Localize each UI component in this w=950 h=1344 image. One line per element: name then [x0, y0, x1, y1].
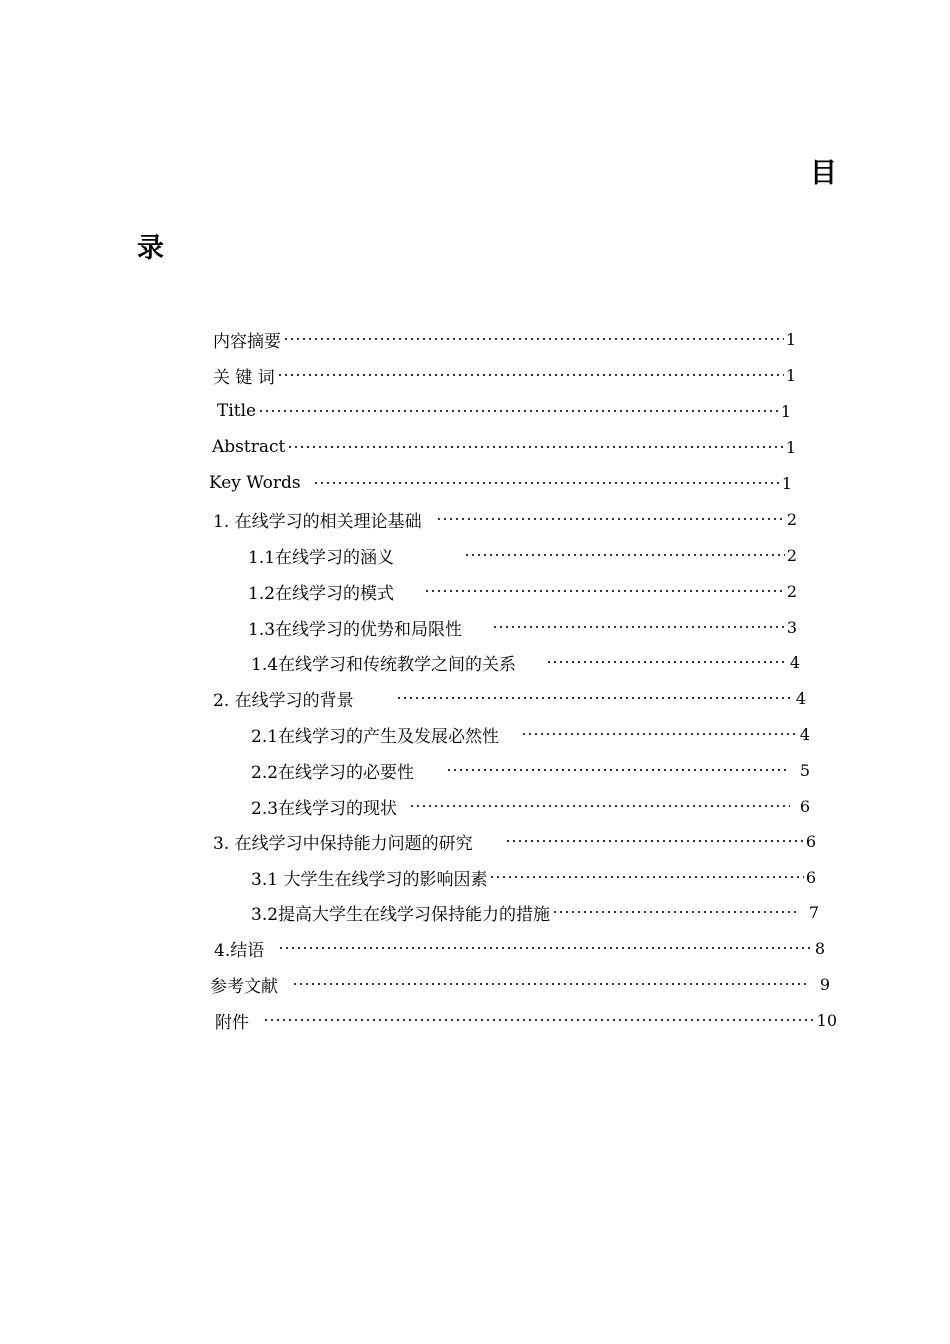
toc-entry-keywords[interactable] [213, 363, 796, 387]
toc-entry-label: 1.2在线学习的模式 [248, 583, 395, 604]
toc-entry-chapter-2[interactable] [213, 686, 806, 710]
toc-entry-page: 2 [786, 581, 797, 601]
toc-entry-conclusion[interactable] [214, 936, 825, 960]
toc-entry-label: 附件 [215, 1012, 249, 1033]
toc-entry-appendix[interactable] [215, 1008, 837, 1032]
toc-leader-dots [492, 626, 785, 628]
toc-entry-section-2-3[interactable] [251, 794, 810, 818]
toc-entry-page: 9 [819, 974, 830, 994]
toc-entry-label: 3. 在线学习中保持能力问题的研究 [213, 833, 473, 854]
toc-leader-dots [313, 482, 780, 484]
toc-entry-page: 1 [780, 401, 791, 421]
toc-entry-page: 5 [799, 760, 810, 780]
toc-entry-label: 2. 在线学习的背景 [213, 690, 354, 711]
toc-heading-part-2: 录 [137, 233, 164, 264]
toc-leader-dots [446, 769, 790, 771]
toc-entry-page: 4 [795, 688, 806, 708]
toc-leader-dots [546, 661, 788, 663]
toc-leader-dots [258, 410, 779, 412]
toc-entry-label: 2.3在线学习的现状 [251, 798, 398, 819]
toc-entry-page: 1 [785, 365, 796, 385]
toc-entry-page: 6 [799, 796, 810, 816]
toc-entry-page: 4 [799, 724, 810, 744]
toc-entry-page: 4 [789, 652, 800, 672]
toc-entry-page: 10 [816, 1010, 837, 1030]
toc-entry-section-2-1[interactable] [251, 722, 810, 746]
toc-entry-summary[interactable] [213, 327, 796, 351]
toc-leader-dots [396, 697, 794, 699]
toc-leader-dots [278, 947, 813, 949]
toc-entry-label: 2.1在线学习的产生及发展必然性 [251, 726, 500, 747]
toc-heading-part-1: 目 [810, 158, 837, 189]
toc-entry-references[interactable] [210, 972, 830, 996]
toc-leader-dots [292, 983, 808, 985]
toc-entry-page: 7 [808, 902, 819, 922]
toc-leader-dots [409, 805, 790, 807]
toc-leader-dots [263, 1019, 815, 1021]
toc-entry-chapter-3[interactable] [213, 829, 816, 853]
toc-entry-label: 2.2在线学习的必要性 [251, 762, 415, 783]
toc-entry-page: 1 [785, 329, 796, 349]
toc-entry-label: 关 键 词 [213, 367, 275, 388]
toc-entry-page: 6 [805, 867, 816, 887]
toc-entry-page: 2 [786, 545, 797, 565]
toc-leader-dots [287, 446, 783, 448]
toc-entry-chapter-1[interactable] [213, 507, 797, 531]
toc-entry-key-words[interactable] [209, 471, 792, 495]
toc-leader-dots [464, 554, 785, 556]
toc-entry-label: 1. 在线学习的相关理论基础 [213, 511, 422, 532]
toc-entry-label: 1.3在线学习的优势和局限性 [248, 619, 463, 640]
toc-entry-section-2-2[interactable] [251, 758, 810, 782]
toc-entry-page: 3 [786, 617, 797, 637]
toc-entry-page: 6 [805, 831, 816, 851]
toc-leader-dots [521, 733, 798, 735]
toc-entry-label: 1.1在线学习的涵义 [248, 547, 395, 568]
toc-entry-label: 参考文献 [210, 976, 278, 997]
toc-leader-dots [277, 374, 784, 376]
toc-entry-label: 4.结语 [214, 940, 265, 961]
toc-entry-section-3-1[interactable] [251, 865, 816, 889]
toc-leader-dots [424, 590, 785, 592]
toc-entry-page: 1 [781, 473, 792, 493]
toc-leader-dots [489, 876, 803, 878]
toc-entry-page: 2 [786, 509, 797, 529]
toc-leader-dots [436, 518, 785, 520]
toc-entry-label: Abstract [212, 437, 286, 457]
toc-leader-dots [505, 840, 804, 842]
toc-leader-dots [283, 338, 784, 340]
toc-entry-section-1-4[interactable] [251, 650, 800, 674]
toc-entry-page: 1 [785, 437, 796, 457]
toc-entry-section-1-3[interactable] [248, 615, 797, 639]
toc-entry-label: Key Words [209, 473, 301, 493]
toc-entry-section-3-2[interactable] [251, 900, 819, 924]
toc-leader-dots [552, 911, 797, 913]
toc-entry-section-1-1[interactable] [248, 543, 797, 567]
toc-entry-section-1-2[interactable] [248, 579, 797, 603]
toc-entry-page: 8 [814, 938, 825, 958]
toc-entry-title[interactable] [217, 399, 791, 423]
toc-entry-label: 1.4在线学习和传统教学之间的关系 [251, 654, 517, 675]
toc-entry-label: 内容摘要 [213, 331, 281, 352]
toc-entry-abstract[interactable] [212, 435, 796, 459]
toc-entry-label: Title [217, 401, 257, 421]
toc-entry-label: 3.1 大学生在线学习的影响因素 [251, 869, 488, 890]
toc-entry-label: 3.2提高大学生在线学习保持能力的措施 [251, 904, 551, 925]
